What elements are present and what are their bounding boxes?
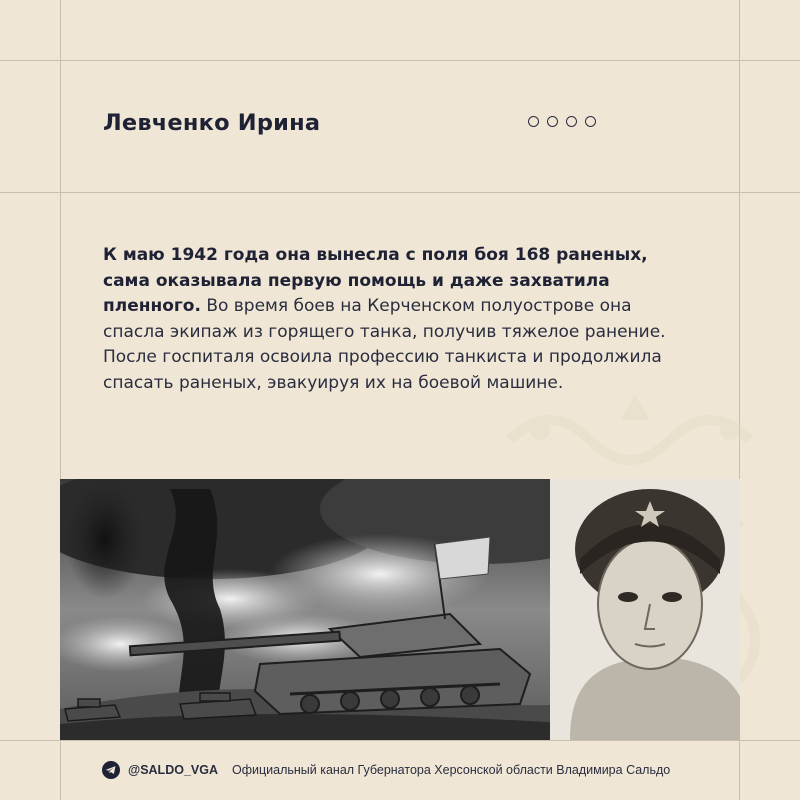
portrait	[550, 479, 740, 740]
pagination-dots	[528, 116, 596, 127]
footer-caption: Официальный канал Губернатора Херсонской области Владимира Сальдо	[231, 763, 671, 777]
pagination-dot	[547, 116, 558, 127]
grid-line-top	[0, 60, 800, 61]
pagination-dot	[566, 116, 577, 127]
footer	[102, 760, 670, 780]
body-bold-text: К маю 1942 года она вынесла с поля боя 168 раненых, сама оказывала первую помощь и даже захватила пленного.	[103, 245, 648, 316]
body-paragraph	[103, 243, 683, 396]
body-regular-text: Во время боев на Керченском полуострове она спасла экипаж из горящего танка, получив тяжелое ранение. После госпиталя освоила профессию танкиста и продолжила спасать раненых, эвакуируя их на боевой машине.	[103, 296, 666, 393]
pagination-dot	[528, 116, 539, 127]
pagination-dot	[585, 116, 596, 127]
telegram-icon[interactable]	[102, 761, 120, 779]
grid-line-header-bottom	[0, 192, 800, 193]
channel-handle-link[interactable]: @SALDO_VGA	[128, 763, 218, 777]
page-title: Левченко Ирина	[103, 110, 321, 136]
war-illustration-image	[60, 479, 740, 740]
